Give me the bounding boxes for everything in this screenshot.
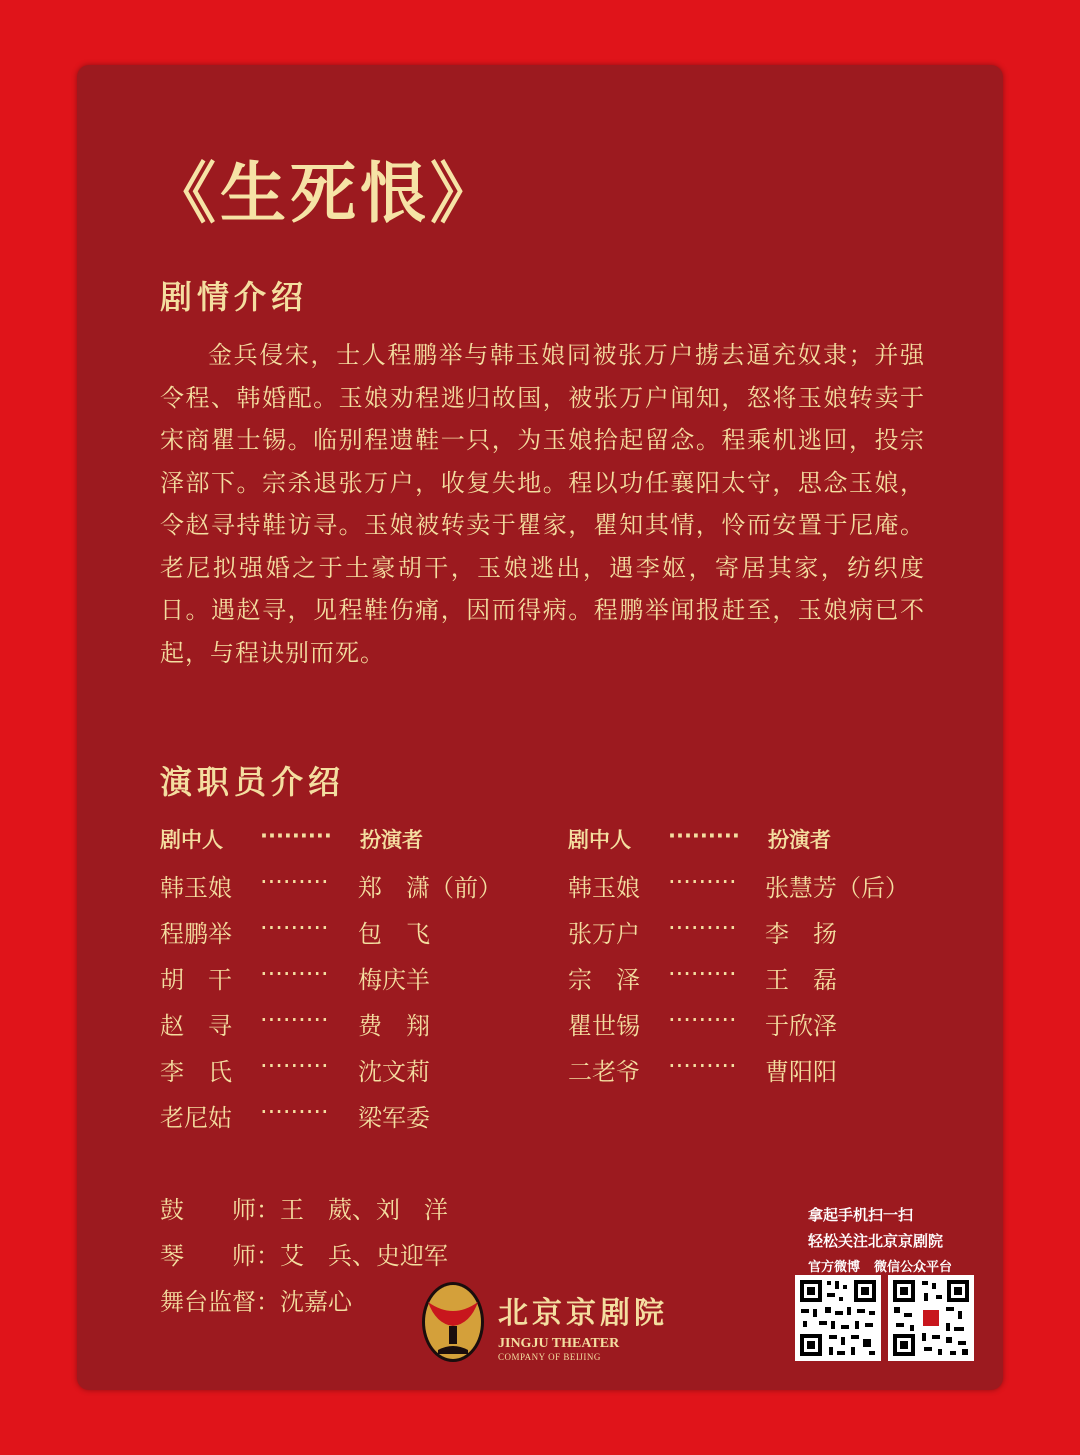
qr-prompt-line1: 拿起手机扫一扫 (808, 1206, 914, 1224)
logo-english-subtitle: COMPANY OF BEIJING (498, 1352, 601, 1362)
col-actor-label: 扮演者 (768, 828, 831, 852)
col-role-label: 剧中人 (160, 828, 223, 852)
cast-actor: 于欣泽 (765, 1012, 837, 1040)
cast-actor: 梅庆羊 (358, 966, 430, 994)
cast-dots: ········· (668, 960, 737, 988)
credit-value: 艾 兵、史迎军 (280, 1242, 448, 1270)
cast-actor: 李 扬 (765, 920, 837, 948)
cast-actor: 沈文莉 (358, 1058, 430, 1086)
credit-value: 沈嘉心 (280, 1288, 352, 1316)
logo-chinese-name: 北京京剧院 (498, 1296, 668, 1331)
cast-role: 老尼姑 (160, 1104, 232, 1132)
cast-actor: 张慧芳（后） (765, 874, 909, 902)
col-actor-label: 扮演者 (360, 828, 423, 852)
credit-label: 舞台监督： (160, 1288, 280, 1316)
qr-code-icon (795, 1275, 881, 1361)
cast-dots: ········· (668, 1006, 737, 1034)
cast-dots: ········· (260, 1006, 329, 1034)
synopsis-heading: 剧情介绍 (160, 278, 309, 316)
credit-stage-manager (160, 1282, 352, 1317)
cast-role: 二老爷 (568, 1058, 640, 1086)
credit-drum (160, 1190, 448, 1225)
cast-dots: ········· (668, 868, 737, 896)
cast-actor: 费 翔 (358, 1012, 430, 1040)
cast-actor: 包 飞 (358, 920, 430, 948)
credit-label: 鼓 师： (160, 1196, 280, 1224)
cast-dots: ········· (260, 1098, 329, 1126)
cast-role: 瞿世锡 (568, 1012, 640, 1040)
credit-label: 琴 师： (160, 1242, 280, 1270)
col-role-label: 剧中人 (568, 828, 631, 852)
cast-dots: ········· (260, 1052, 329, 1080)
cast-dots: ········· (668, 1052, 737, 1080)
cast-actor: 梁军委 (358, 1104, 430, 1132)
cast-dots: ········· (668, 914, 737, 942)
cast-heading: 演职员介绍 (160, 763, 346, 801)
qr-prompt-line2: 轻松关注北京京剧院 (808, 1232, 944, 1250)
weibo-qr-code[interactable] (795, 1275, 881, 1361)
play-title: 《生死恨》 (150, 155, 500, 232)
cast-dots: ········· (260, 914, 329, 942)
cast-role: 赵 寻 (160, 1012, 232, 1040)
col-dots: ········· (260, 824, 332, 848)
cast-role: 李 氏 (160, 1058, 232, 1086)
cast-actor: 王 磊 (765, 966, 837, 994)
cast-role: 程鹏举 (160, 920, 232, 948)
theater-emblem-icon (420, 1280, 486, 1364)
wechat-qr-code[interactable] (888, 1275, 974, 1361)
cast-actor: 曹阳阳 (765, 1058, 837, 1086)
qr-code-icon (888, 1275, 974, 1361)
cast-role: 胡 干 (160, 966, 232, 994)
cast-dots: ········· (260, 868, 329, 896)
theater-logo (420, 1280, 670, 1365)
cast-role: 宗 泽 (568, 966, 640, 994)
cast-role: 韩玉娘 (160, 874, 232, 902)
credit-value: 王 葳、刘 洋 (280, 1196, 448, 1224)
cast-role: 韩玉娘 (568, 874, 640, 902)
cast-dots: ········· (260, 960, 329, 988)
cast-role: 张万户 (568, 920, 640, 948)
qr-label-wechat: 微信公众平台 (874, 1260, 953, 1275)
cast-actor: 郑 潇（前） (358, 874, 502, 902)
logo-text (498, 1288, 668, 1362)
col-dots: ········· (668, 824, 740, 848)
credit-qin (160, 1236, 448, 1271)
qr-labels (808, 1256, 952, 1275)
synopsis-text: 金兵侵宋，士人程鹏举与韩玉娘同被张万户掳去逼充奴隶；并强令程、韩婚配。玉娘劝程逃归故国，被张万户闻知，怒将玉娘转卖于宋商瞿士锡。临别程遗鞋一只，为玉娘拾起留念。程乘机逃回，投宗泽部下。宗杀退张万户，收复失地。程以功任襄阳太守，思念玉娘，令赵寻持鞋访寻。玉娘被转卖于瞿家，瞿知其情，怜而安置于尼庵。老尼拟强婚之于土豪胡干，玉娘逃出，遇李妪，寄居其家，纺织度日。遇赵寻，见程鞋伤痛，因而得病。程鹏举闻报赶至，玉娘病已不起，与程诀别而死。 (160, 341, 925, 667)
logo-english-name: JINGJU THEATER (498, 1336, 620, 1351)
qr-label-weibo: 官方微博 (808, 1260, 861, 1275)
